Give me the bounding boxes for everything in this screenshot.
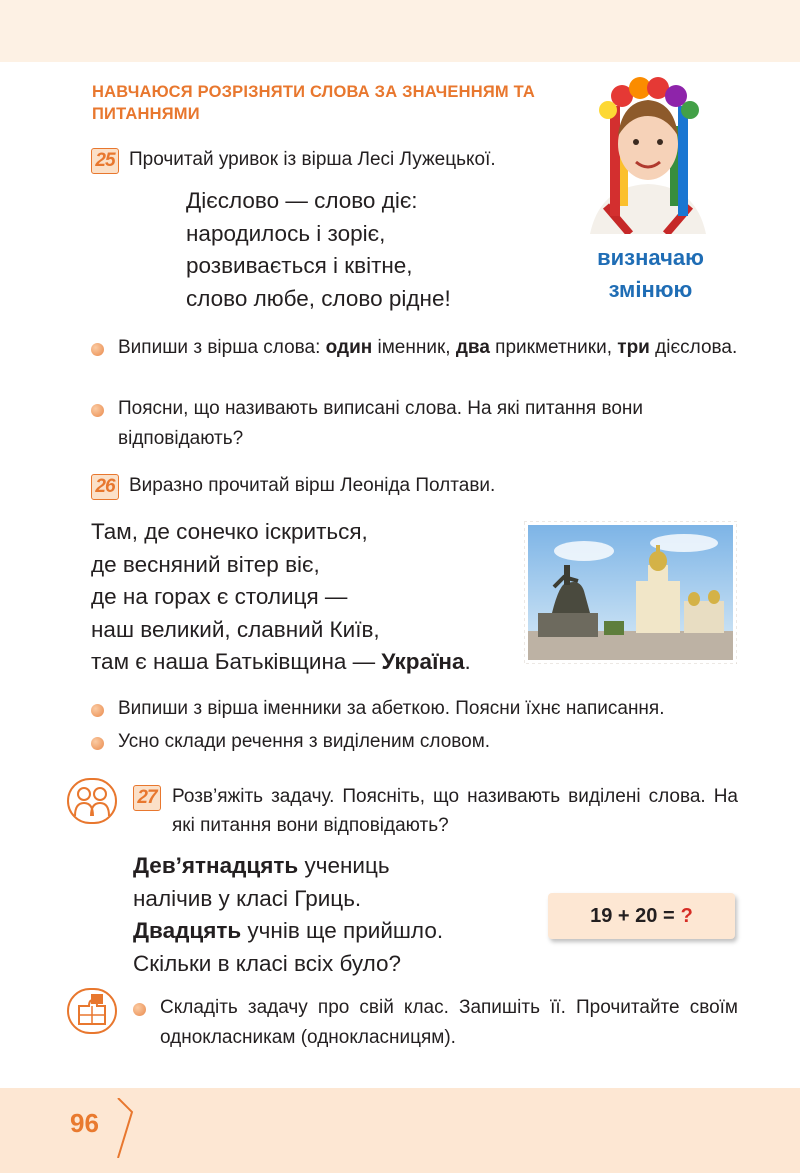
poem-line: розвивається і квітне,: [186, 253, 413, 278]
task25-bullet-2: Поясни, що називають виписані слова. На які питання вони відповідають?: [118, 394, 758, 454]
top-band: [0, 0, 800, 62]
math-expression: [548, 893, 735, 939]
poem-line: народилось і зоріє,: [186, 220, 386, 246]
math-question-mark: ?: [680, 904, 693, 927]
poem-line: де на горах є столиця —: [91, 584, 348, 609]
side-note-line2: змінюю: [608, 277, 693, 302]
task27-instruction: Розв’яжіть задачу. Поясніть, що називають виділені слова. На які питання вони відповідають?: [172, 786, 738, 836]
task26-bullet-2: Усно склади речення з виділеним словом.: [118, 727, 758, 757]
task26-bullet-1: Випиши з вірша іменники за абеткою. Поясни їхнє написання.: [118, 694, 758, 724]
task-number-27: 27: [133, 785, 161, 811]
task-number-26: 26: [91, 474, 119, 500]
problem-line: налічив у класі Гриць.: [133, 885, 362, 911]
problem-line: Двадцять учнів ще прийшло.: [133, 918, 444, 943]
side-note: [578, 242, 723, 306]
problem-line: Дев’ятнадцять учениць: [133, 853, 390, 878]
page-number: 96: [70, 1108, 99, 1138]
page-corner-decoration: [114, 1098, 144, 1158]
side-note-line1: визначаю: [597, 245, 704, 270]
task25-poem: [186, 185, 451, 315]
task27-problem: [133, 850, 443, 980]
poem-line: де весняний вітер віє,: [91, 551, 320, 577]
problem-line: Скільки в класі всіх було?: [133, 950, 402, 976]
task25-instruction: Прочитай уривок із вірша Лесі Лужецької.: [129, 149, 496, 170]
section-title: НАВЧАЮСЯ РОЗРІЗНЯТИ СЛОВА ЗА ЗНАЧЕННЯМ ТА ПИТАННЯМИ: [92, 83, 536, 123]
poem-line: Дієслово — слово діє:: [186, 188, 418, 213]
girl-illustration: [570, 66, 726, 234]
kyiv-photo: [524, 521, 737, 664]
task26-poem: [91, 516, 471, 679]
task25-bullet-1: Випиши з вірша слова: один іменник, два прикметники, три дієслова.: [118, 333, 758, 363]
task-number-25: 25: [91, 148, 119, 174]
poem-line: Там, де сонечко іскриться,: [91, 519, 368, 544]
poem-line: наш великий, славний Київ,: [91, 616, 380, 642]
pair-work-icon: [67, 778, 117, 824]
puzzle-icon: [67, 988, 117, 1034]
task26-instruction: Виразно прочитай вірш Леоніда Полтави.: [129, 475, 496, 496]
task27-bullet: Складіть задачу про свій клас. Запишіть її. Прочитайте своїм однокласникам (однокласницям).: [160, 993, 738, 1053]
poem-line: слово любе, слово рідне!: [186, 285, 451, 311]
poem-line: там є наша Батьківщина — Україна.: [91, 649, 471, 674]
math-equation: 19 + 20 =: [590, 904, 675, 927]
